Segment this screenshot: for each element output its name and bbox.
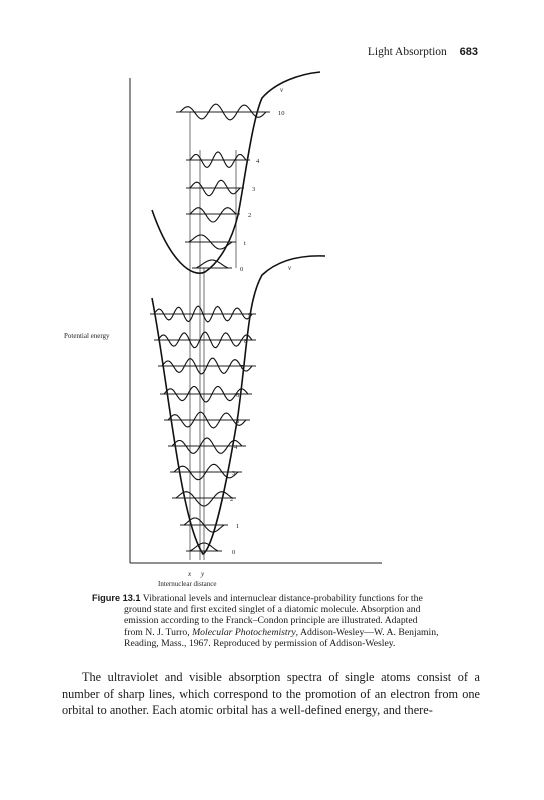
y-axis-label: Potential energy xyxy=(64,332,110,340)
caption-line-2: ground state and first excited singlet of a diatomic molecule. Absorption and xyxy=(124,604,421,616)
excited-level-label-1: t xyxy=(244,240,246,247)
ground-level-label-3: 3 xyxy=(232,470,236,477)
excited-level-label-3: 3 xyxy=(252,186,256,193)
ground-level-label-0: 0 xyxy=(232,549,236,556)
x-marker-x: x xyxy=(188,570,192,578)
excited-wavefunction-2 xyxy=(190,208,236,222)
ground-continuum-label: v xyxy=(288,264,292,272)
excited-continuum-label: v xyxy=(280,86,284,94)
excited-level-label-4: 4 xyxy=(256,158,260,165)
caption-line-4 xyxy=(92,627,470,638)
page-number: 683 xyxy=(459,46,478,58)
caption-line-3: emission according to the Franck–Condon principle are illustrated. Adapted xyxy=(124,615,418,627)
body-paragraph: The ultraviolet and visible absorption spectra of single atoms consist of a number of sharp lines, which correspond to the promotion of an electron from one orbital to another. Each atomic orbital has a well-defined energy, and there- xyxy=(62,670,480,717)
caption-book-title: Molecular Photochemistry xyxy=(192,626,296,638)
figure-label: Figure 13.1 xyxy=(92,593,141,603)
ground-level-label-1: 1 xyxy=(236,523,240,530)
caption-line-5: Reading, Mass., 1967. Reproduced by permission of Addison-Wesley. xyxy=(124,637,396,649)
excited-vibrational-levels xyxy=(176,104,285,273)
caption-line-4-b: , Addison-Wesley—W. A. Benjamin, xyxy=(295,626,439,638)
figure-caption xyxy=(92,593,470,649)
ground-level-label-6: 6 xyxy=(236,392,240,399)
ground-level-label-9: 9 xyxy=(248,312,252,319)
ground-level-label-8: 8 xyxy=(244,338,248,345)
ground-level-label-7: 7 xyxy=(240,364,244,371)
x-axis-label: Internuclear distance xyxy=(158,580,217,588)
running-head-title: Light Absorption xyxy=(367,46,447,58)
ground-level-label-4: 4 xyxy=(234,444,238,451)
ground-vibrational-levels xyxy=(150,306,256,556)
x-marker-y: y xyxy=(201,570,205,578)
excited-level-label-0: 0 xyxy=(240,266,244,273)
excited-level-label-2: 2 xyxy=(248,212,252,219)
ground-level-label-2: 2 xyxy=(230,496,234,503)
excited-level-label-5: 10 xyxy=(278,110,285,117)
ground-level-label-5: 5 xyxy=(236,418,240,425)
caption-line-4-a: from N. J. Turro, xyxy=(124,626,193,638)
ground-state-potential-curve xyxy=(152,256,325,554)
caption-line-1: Vibrational levels and internuclear distance-probability functions for the xyxy=(142,593,423,604)
